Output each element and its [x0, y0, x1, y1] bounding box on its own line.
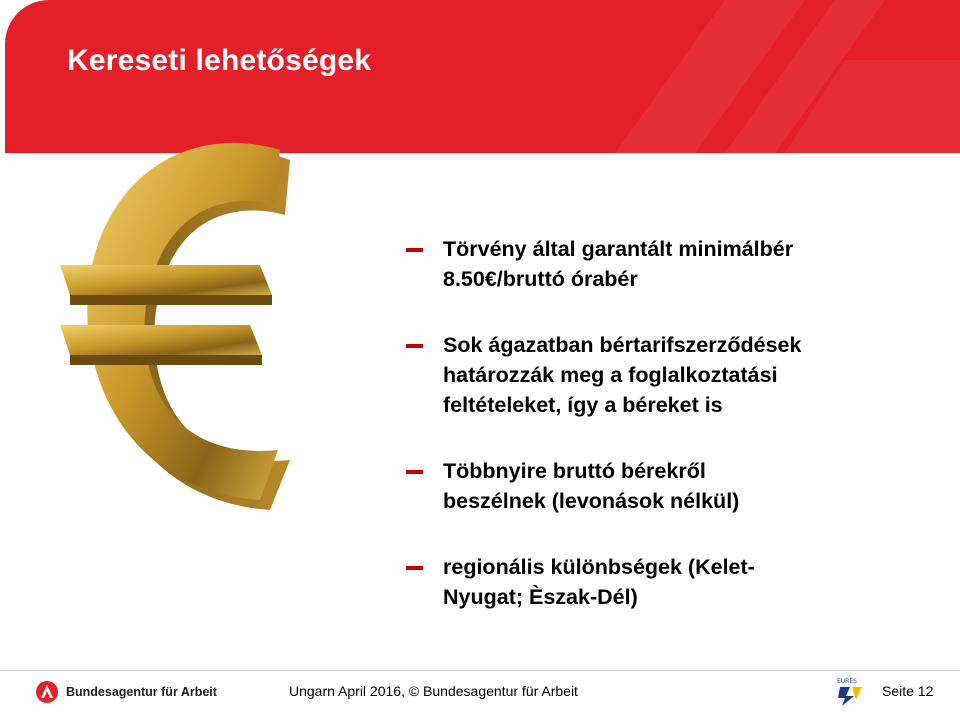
bullet-item	[406, 234, 926, 294]
logo-text: Bundesagentur für Arbeit	[66, 685, 217, 699]
bullet-line: beszélnek (levonások nélkül)	[443, 489, 740, 513]
bullet-item	[406, 456, 926, 516]
page-number: Seite 12	[882, 683, 934, 699]
bullet-line: feltételeket, így a béreket is	[443, 393, 723, 417]
bullet-dash-icon	[406, 566, 423, 570]
footer-caption: Ungarn April 2016, © Bundesagentur für Arbeit	[289, 683, 578, 699]
bullet-line: Sok ágazatban bértarifszerződések	[443, 333, 802, 357]
eures-logo-icon	[834, 676, 868, 708]
bullet-dash-icon	[406, 344, 423, 348]
footer-divider	[0, 670, 960, 671]
eures-label: EURES	[837, 678, 857, 685]
ba-logo-icon	[36, 681, 58, 703]
bullet-line: Nyugat; Èszak-Dél)	[443, 585, 638, 609]
ba-logo	[36, 681, 217, 703]
bullet-line: határozzák meg a foglalkoztatási	[443, 363, 778, 387]
page-title: Kereseti lehetőségek	[67, 44, 372, 77]
bullet-item	[406, 552, 926, 612]
bullet-line: Többnyire bruttó bérekről	[443, 459, 706, 483]
bullet-dash-icon	[406, 470, 423, 474]
bullet-list	[406, 234, 926, 612]
euro-symbol-image	[40, 130, 340, 530]
bullet-item	[406, 330, 926, 420]
bullet-line: 8.50€/bruttó órabér	[443, 267, 638, 291]
bullet-line: regionális különbségek (Kelet-	[443, 555, 755, 579]
bullet-dash-icon	[406, 248, 423, 252]
bullet-line: Törvény által garantált minimálbér	[443, 237, 794, 261]
